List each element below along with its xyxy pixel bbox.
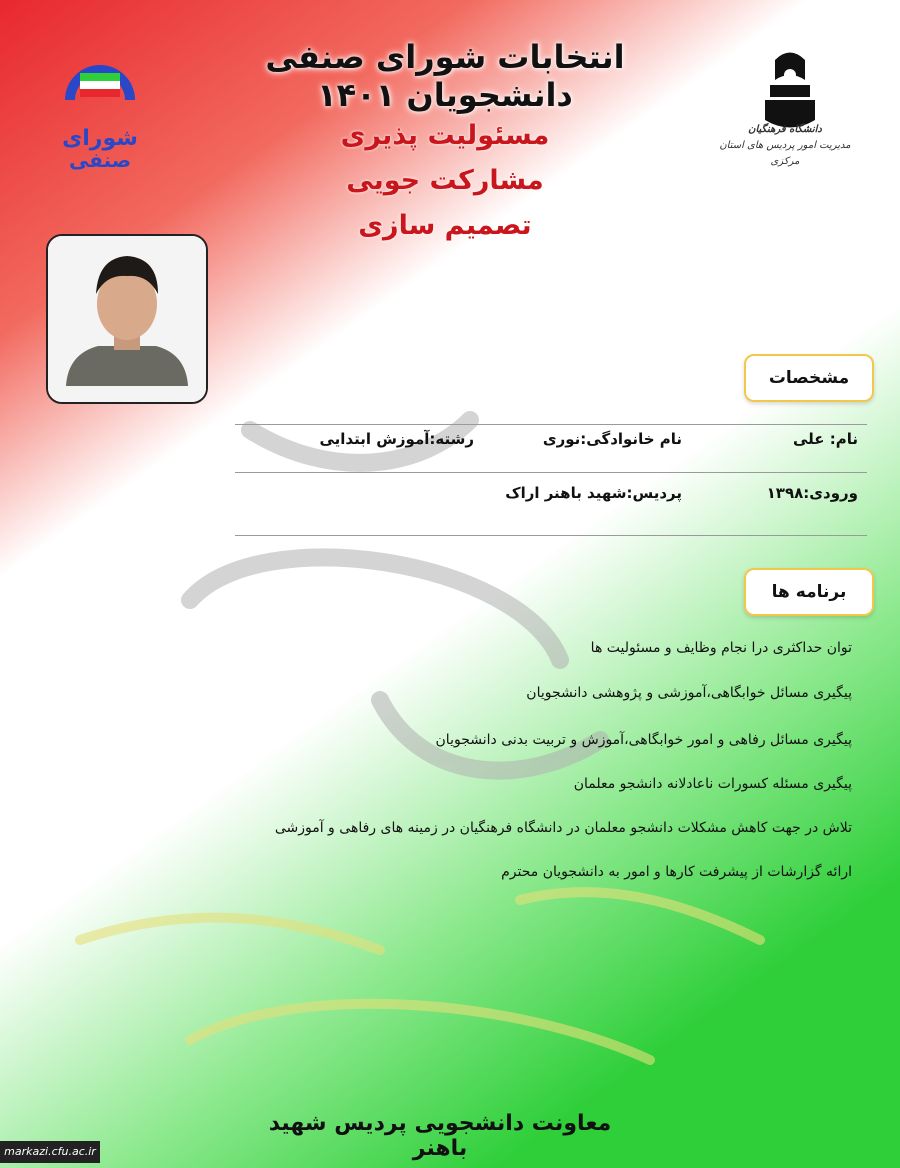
first-name: نام: علی <box>792 430 858 448</box>
footer-text: معاونت دانشجویی پردیس شهید باهنر <box>268 1111 612 1161</box>
program-item: ارائه گزارشات از پیشرفت کارها و امور به دانشجویان محترم <box>501 864 852 880</box>
program-item: پیگیری مسائل رفاهی و امور خوابگاهی،آموزش و تربیت بدنی دانشجویان <box>435 732 852 748</box>
slogan-3: تصمیم سازی <box>358 210 532 241</box>
divider <box>235 472 867 473</box>
svg-text:شورای: شورای <box>62 126 138 151</box>
slogan-1: مسئولیت پذیری <box>340 120 550 151</box>
program-item: تلاش در جهت کاهش مشکلات دانشجو معلمان در دانشگاه فرهنگیان در زمینه های رفاهی و آموزشی <box>274 820 852 836</box>
slogan-2: مشارکت جویی <box>346 165 544 196</box>
entry-year: ورودی:۱۳۹۸ <box>766 484 858 502</box>
university-name <box>710 122 860 170</box>
programs-section-label: برنامه ها <box>744 568 874 616</box>
election-logo-icon <box>45 45 155 175</box>
candidate-photo <box>46 234 208 404</box>
program-item: توان حداکثری درا نجام وظایف و مسئولیت ها <box>590 640 852 656</box>
university-line1: دانشگاه فرهنگیان <box>748 124 822 135</box>
divider <box>235 535 867 536</box>
svg-text:صنفی: صنفی <box>68 148 132 172</box>
program-item: پیگیری مسئله کسورات ناعادلانه دانشجو معلمان <box>573 776 852 792</box>
person-avatar-icon <box>48 236 206 402</box>
page-title: انتخابات شورای صنفی دانشجویان ۱۴۰۱ <box>265 38 625 114</box>
site-link[interactable]: markazi.cfu.ac.ir <box>0 1141 100 1163</box>
last-name: نام خانوادگی:نوری <box>542 430 682 448</box>
field-of-study: رشته:آموزش ابتدایی <box>319 430 474 448</box>
program-item: پیگیری مسائل خوابگاهی،آموزشی و پژوهشی دانشجویان <box>526 685 852 701</box>
campus: پردیس:شهید باهنر اراک <box>505 484 682 502</box>
university-line2: مدیریت امور پردیس های استان مرکزی <box>719 140 851 167</box>
divider <box>235 424 867 425</box>
profile-section-label: مشخصات <box>744 354 874 402</box>
